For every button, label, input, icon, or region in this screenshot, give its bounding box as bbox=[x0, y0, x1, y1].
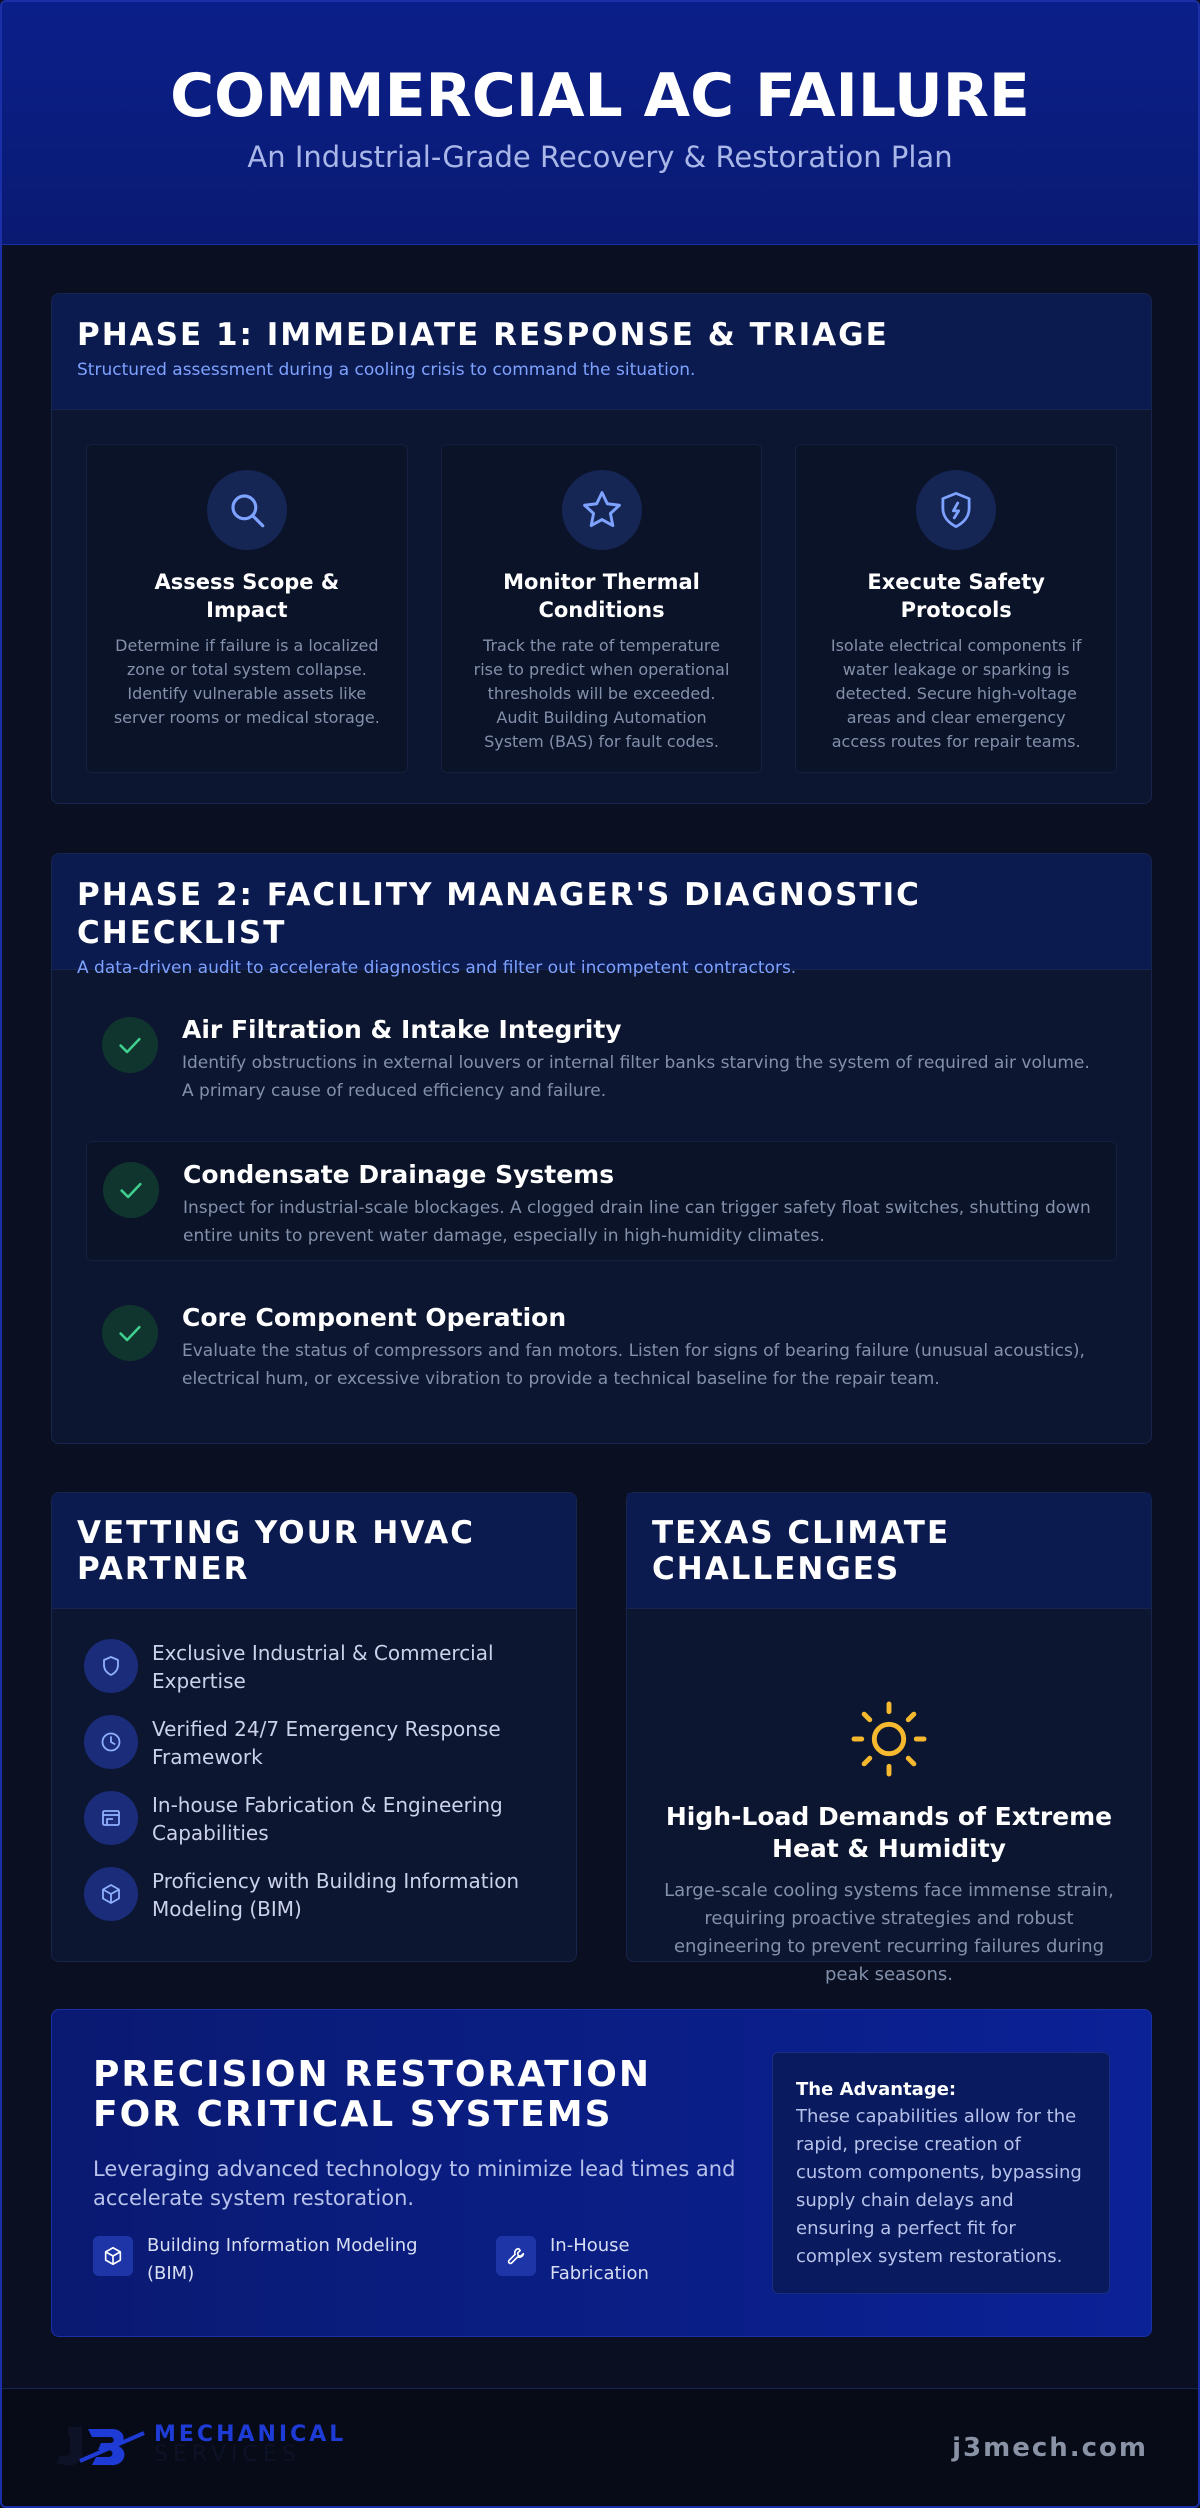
logo-line2: SERVICES bbox=[154, 2442, 301, 2467]
shield-icon bbox=[916, 470, 996, 550]
logo-line1: MECHANICAL bbox=[154, 2422, 347, 2447]
footer bbox=[2, 2388, 1198, 2508]
precision-feature bbox=[496, 2232, 676, 2288]
checklist-item bbox=[86, 1141, 1117, 1261]
check-icon bbox=[102, 1305, 158, 1361]
phase1-item-body: Determine if failure is a localized zone or total system collapse. Identify vulnerable assets like server rooms or medical storage. bbox=[113, 636, 380, 727]
phase1-item bbox=[86, 444, 408, 773]
blueprint-icon bbox=[84, 1791, 138, 1845]
phase2-description: A data-driven audit to accelerate diagnostics and filter out incompetent contractors. bbox=[77, 958, 797, 978]
vetting-item-label: Exclusive Industrial & Commercial Expertise bbox=[152, 1641, 494, 1693]
checklist-item-body: Evaluate the status of compressors and fan motors. Listen for signs of bearing failure (unusual acoustics), electrical hum, or excessive vibration to provide a technical baseline for the repair team. bbox=[182, 1341, 1085, 1389]
phase1-item bbox=[795, 444, 1117, 773]
phase1-item-body: Isolate electrical components if water leakage or sparking is detected. Secure high-voltage areas and clear emergency access routes for repair teams. bbox=[830, 636, 1082, 751]
texas-description: Large-scale cooling systems face immense strain, requiring proactive strategies and robust engineering to prevent recurring failures during peak seasons. bbox=[664, 1880, 1114, 1985]
search-icon bbox=[207, 470, 287, 550]
texas-section bbox=[626, 1492, 1152, 1985]
vetting-item bbox=[84, 1639, 544, 1695]
check-icon bbox=[103, 1162, 159, 1218]
clock-icon bbox=[84, 1715, 138, 1769]
checklist-item-body: Identify obstructions in external louvers or internal filter banks starving the system of required air volume. A primary cause of reduced efficiency and failure. bbox=[182, 1053, 1090, 1101]
checklist-item-title: Air Filtration & Intake Integrity bbox=[182, 1015, 622, 1044]
precision-lede: Leveraging advanced technology to minimize lead times and accelerate system restoration. bbox=[93, 2157, 736, 2210]
phase2-section bbox=[51, 853, 1152, 1444]
company-logo[interactable] bbox=[52, 2419, 346, 2471]
header bbox=[2, 2, 1198, 245]
shield-icon bbox=[84, 1639, 138, 1693]
vetting-item-label: Verified 24/7 Emergency Response Framework bbox=[152, 1717, 501, 1769]
phase1-item-body: Track the rate of temperature rise to predict when operational thresholds will be exceeded. Audit Building Automation System (BAS) for fault codes. bbox=[473, 636, 730, 751]
checklist-item-title: Condensate Drainage Systems bbox=[183, 1160, 615, 1189]
page-title: COMMERCIAL AC FAILURE bbox=[170, 61, 1030, 131]
precision-feature-label: In-House Fabrication bbox=[550, 2235, 649, 2284]
cube-icon bbox=[84, 1867, 138, 1921]
phase1-section bbox=[51, 293, 1152, 804]
vetting-item-label: Proficiency with Building Information Modeling (BIM) bbox=[152, 1869, 520, 1921]
vetting-list bbox=[52, 1609, 576, 1923]
precision-title: PRECISION RESTORATION FOR CRITICAL SYSTEMS bbox=[93, 2054, 651, 2135]
advantage-box bbox=[772, 2052, 1110, 2294]
sun-icon bbox=[657, 1697, 1121, 1785]
advantage-body: These capabilities allow for the rapid, precise creation of custom components, bypassing supply chain delays and ensuring a perfect fit for complex system restorations. bbox=[796, 2106, 1082, 2267]
vetting-item bbox=[84, 1715, 544, 1771]
phase2-title: PHASE 2: FACILITY MANAGER'S DIAGNOSTIC CHECKLIST bbox=[77, 877, 921, 951]
texas-title: TEXAS CLIMATE CHALLENGES bbox=[652, 1515, 951, 1587]
checklist-item bbox=[86, 1285, 1117, 1405]
phase1-item-title: Assess Scope & Impact bbox=[154, 570, 340, 622]
phase1-grid bbox=[86, 444, 1117, 773]
phase1-item-title: Execute Safety Protocols bbox=[867, 570, 1045, 622]
texas-header bbox=[627, 1493, 1151, 1609]
vetting-header bbox=[52, 1493, 576, 1609]
phase1-description: Structured assessment during a cooling crisis to command the situation. bbox=[77, 360, 696, 380]
logo-text bbox=[154, 2422, 347, 2467]
checklist-item-title: Core Component Operation bbox=[182, 1303, 567, 1332]
vetting-item bbox=[84, 1867, 544, 1923]
vetting-title: VETTING YOUR HVAC PARTNER bbox=[77, 1515, 475, 1587]
checklist-item bbox=[86, 997, 1117, 1117]
vetting-item-label: In-house Fabrication & Engineering Capabilities bbox=[152, 1793, 503, 1845]
star-icon bbox=[562, 470, 642, 550]
precision-feature-label: Building Information Modeling (BIM) bbox=[147, 2235, 418, 2284]
diagnostic-checklist bbox=[86, 997, 1117, 1429]
texas-subtitle: High-Load Demands of Extreme Heat & Humidity bbox=[665, 1802, 1113, 1863]
checklist-item-body: Inspect for industrial-scale blockages. A clogged drain line can trigger safety float switches, shutting down entire units to prevent water damage, especially in high-humidity climates. bbox=[183, 1198, 1091, 1246]
page-subtitle: An Industrial-Grade Recovery & Restoration Plan bbox=[247, 140, 953, 174]
phase1-header bbox=[52, 294, 1151, 410]
precision-feature bbox=[93, 2232, 453, 2288]
cube-icon bbox=[93, 2236, 133, 2276]
phase1-item bbox=[441, 444, 763, 773]
texas-body bbox=[627, 1609, 1151, 1989]
wrench-icon bbox=[496, 2236, 536, 2276]
phase1-item-title: Monitor Thermal Conditions bbox=[503, 570, 700, 622]
phase1-title: PHASE 1: IMMEDIATE RESPONSE & TRIAGE bbox=[77, 317, 889, 353]
phase2-header bbox=[52, 854, 1151, 978]
logo-mark-icon bbox=[52, 2419, 152, 2471]
check-icon bbox=[102, 1017, 158, 1073]
vetting-item bbox=[84, 1791, 544, 1847]
website-link[interactable]: j3mech.com bbox=[952, 2433, 1148, 2463]
advantage-heading: The Advantage: bbox=[796, 2079, 957, 2100]
precision-section bbox=[51, 2009, 1152, 2337]
vetting-section bbox=[51, 1492, 577, 1962]
